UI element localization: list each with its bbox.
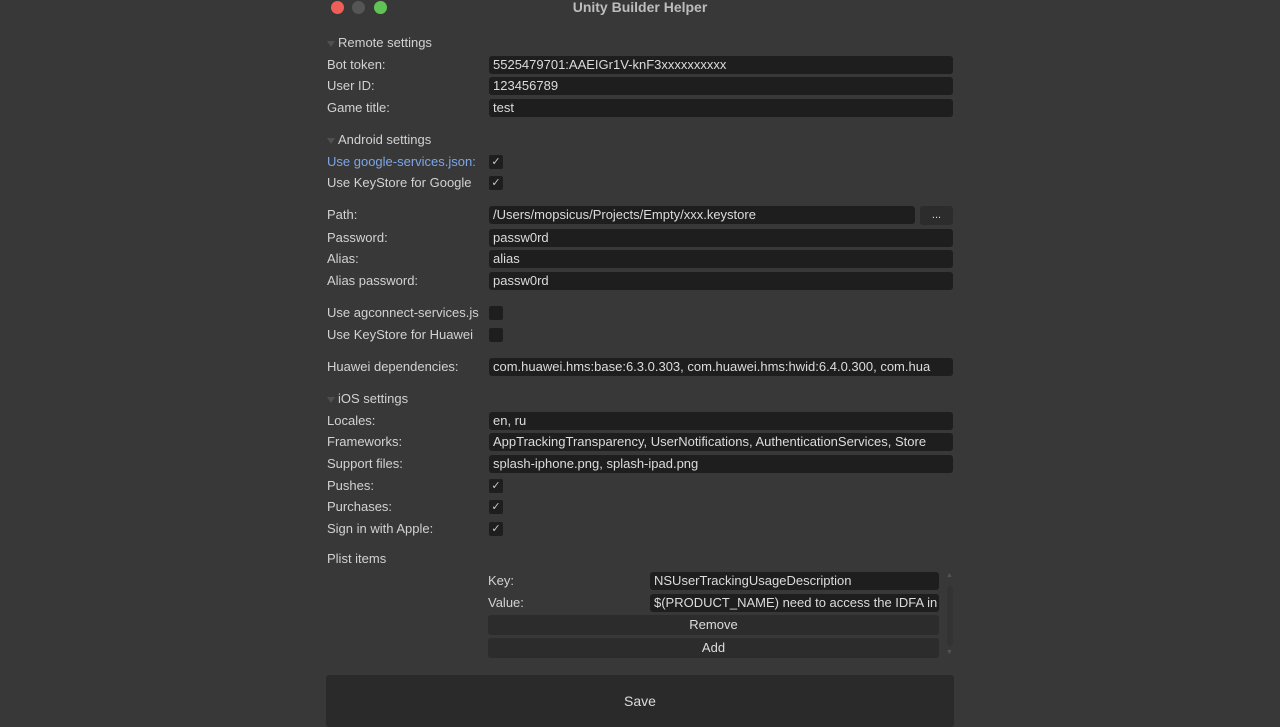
scroll-up-arrow-icon[interactable]: ▲ [946,572,953,579]
frameworks-label: Frameworks: [327,434,403,449]
sign-in-apple-checkbox[interactable]: ✓ [489,522,503,536]
use-agconnect-checkbox[interactable] [489,306,503,320]
plist-items-label: Plist items [327,551,387,566]
ios-settings-foldout[interactable] [327,390,408,408]
android-settings-foldout[interactable] [327,131,431,149]
bot-token-input[interactable]: 5525479701:AAEIGr1V-knF3xxxxxxxxxx [489,56,953,74]
game-title-label: Game title: [327,100,390,115]
alias-password-label: Alias password: [327,273,419,288]
use-google-services-label: Use google-services.json: [327,154,476,169]
plist-value-label: Value: [488,595,524,610]
user-id-label: User ID: [327,78,375,93]
remove-plist-item-button[interactable]: Remove [488,615,939,635]
section-title: Android settings [338,132,432,147]
save-button[interactable]: Save [326,675,954,727]
purchases-checkbox[interactable]: ✓ [489,500,503,514]
frameworks-input[interactable]: AppTrackingTransparency, UserNotifications, AuthenticationServices, Store [489,433,953,451]
foldout-triangle-icon [327,138,335,144]
huawei-deps-input[interactable]: com.huawei.hms:base:6.3.0.303, com.huawei.hms:hwid:6.4.0.300, com.hua [489,358,953,376]
huawei-deps-label: Huawei dependencies: [327,359,459,374]
use-google-services-checkbox[interactable]: ✓ [489,155,503,169]
locales-label: Locales: [327,413,376,428]
section-title: Remote settings [338,35,432,50]
support-files-label: Support files: [327,456,403,471]
path-label: Path: [327,207,358,222]
sign-in-apple-label: Sign in with Apple: [327,521,434,536]
window-title: Unity Builder Helper [572,0,708,15]
bot-token-label: Bot token: [327,57,386,72]
plist-value-input[interactable]: $(PRODUCT_NAME) need to access the IDFA in [650,594,939,612]
plist-scrollbar[interactable] [945,572,955,660]
plist-key-input[interactable]: NSUserTrackingUsageDescription [650,572,939,590]
browse-button[interactable]: ... [920,206,953,225]
scrollbar-thumb[interactable] [947,586,953,646]
use-keystore-google-label: Use KeyStore for Google [327,175,472,190]
foldout-triangle-icon [327,41,335,47]
password-input[interactable]: passw0rd [489,229,953,247]
plist-key-label: Key: [488,573,515,588]
remote-settings-foldout[interactable] [327,34,432,52]
alias-input[interactable]: alias [489,250,953,268]
section-title: iOS settings [338,391,409,406]
use-keystore-huawei-label: Use KeyStore for Huawei [327,327,473,342]
support-files-input[interactable]: splash-iphone.png, splash-ipad.png [489,455,953,473]
purchases-label: Purchases: [327,499,393,514]
path-input[interactable]: /Users/mopsicus/Projects/Empty/xxx.keystore [489,206,915,224]
use-agconnect-label: Use agconnect-services.js [327,305,479,320]
pushes-checkbox[interactable]: ✓ [489,479,503,493]
alias-password-input[interactable]: passw0rd [489,272,953,290]
add-plist-item-button[interactable]: Add [488,638,939,658]
alias-label: Alias: [327,251,359,266]
use-keystore-huawei-checkbox[interactable] [489,328,503,342]
password-label: Password: [327,230,388,245]
use-keystore-google-checkbox[interactable]: ✓ [489,176,503,190]
scroll-down-arrow-icon[interactable]: ▼ [946,649,953,656]
locales-input[interactable]: en, ru [489,412,953,430]
user-id-input[interactable]: 123456789 [489,77,953,95]
game-title-input[interactable]: test [489,99,953,117]
pushes-label: Pushes: [327,478,374,493]
foldout-triangle-icon [327,397,335,403]
